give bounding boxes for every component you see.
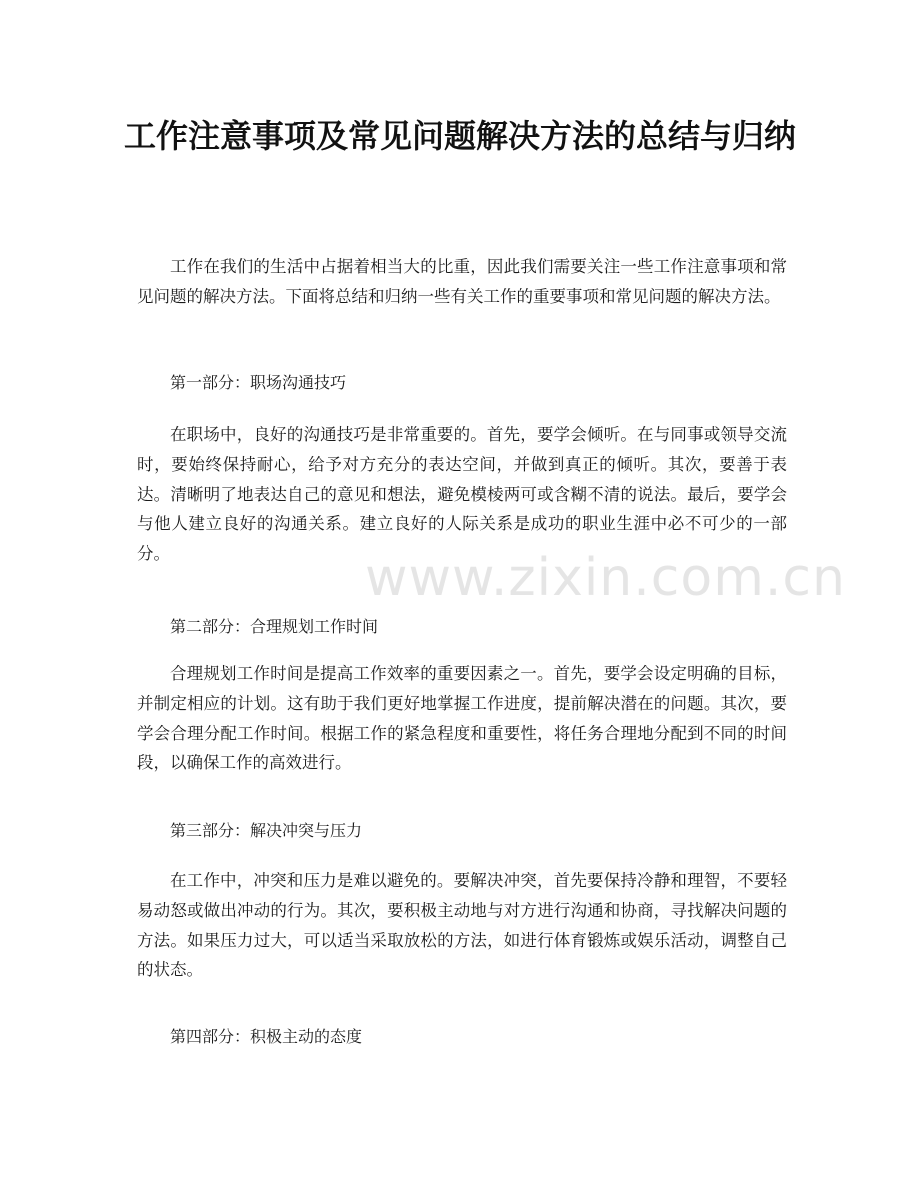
section-heading-1: 第一部分：职场沟通技巧	[170, 373, 347, 392]
watermark: www.zixin.com.cn	[365, 548, 846, 608]
intro-paragraph: 工作在我们的生活中占据着相当大的比重，因此我们需要关注一些工作注意事项和常见问题的解决方法。下面将总结和归纳一些有关工作的重要事项和常见问题的解决方法。	[137, 257, 787, 306]
section-heading-4: 第四部分：积极主动的态度	[170, 1027, 363, 1046]
document-title: 工作注意事项及常见问题解决方法的总结与归纳	[123, 117, 796, 155]
section-heading-3: 第三部分：解决冲突与压力	[170, 821, 363, 840]
section-body-1: 在职场中，良好的沟通技巧是非常重要的。首先，要学会倾听。在与同事或领导交流时，要始终保持耐心，给予对方充分的表达空间，并做到真正的倾听。其次，要善于表达。清晰明了地表达自己的意见和想法，避免模棱两可或含糊不清的说法。最后，要学会与他人建立良好的沟通关系。建立良好的人际关系是成功的职业生涯中必不可少的一部分。	[137, 425, 787, 564]
section-body-3: 在工作中，冲突和压力是难以避免的。要解决冲突，首先要保持冷静和理智，不要轻易动怒或做出冲动的行为。其次，要积极主动地与对方进行沟通和协商，寻找解决问题的方法。如果压力过大，可以适当采取放松的方法，如进行体育锻炼或娱乐活动，调整自己的状态。	[137, 871, 787, 980]
section-heading-2: 第二部分：合理规划工作时间	[170, 617, 379, 636]
section-body-2: 合理规划工作时间是提高工作效率的重要因素之一。首先，要学会设定明确的目标，并制定相应的计划。这有助于我们更好地掌握工作进度，提前解决潜在的问题。其次，要学会合理分配工作时间。根据工作的紧急程度和重要性，将任务合理地分配到不同的时间段，以确保工作的高效进行。	[137, 664, 787, 773]
